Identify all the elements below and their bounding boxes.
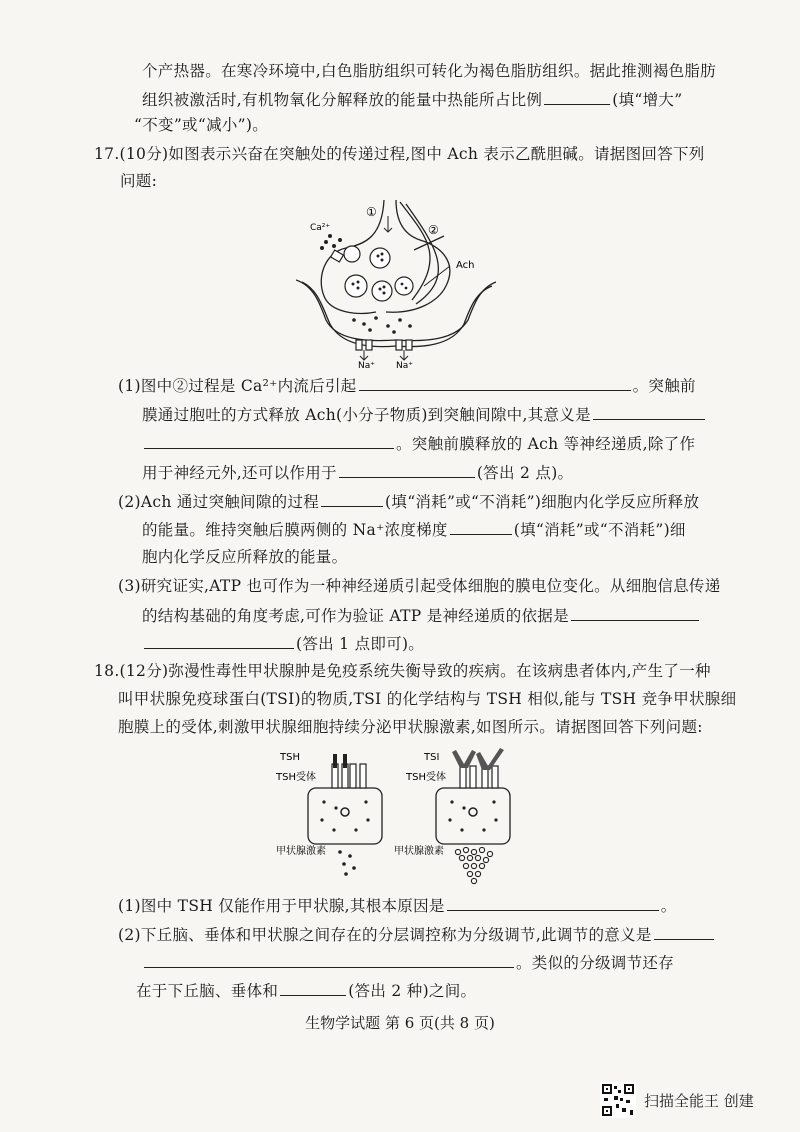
q17-p1-line-d [142,461,573,484]
q17-p2-line-c: 胞内化学反应所释放的能量。 [142,548,348,566]
q17-stem-1: 17.(10分)如图表示兴奋在突触处的传递过程,图中 Ach 表示乙酰胆碱。请据图回答下列 [94,145,705,163]
q17-p2-blank-1[interactable] [321,490,383,507]
q17-p3-line-b [142,604,701,627]
q18-p2-text-c-end: (答出 2 种)之间。 [348,982,477,1000]
q17-p2-text-end: (填“消耗”或“不消耗”)细胞内化学反应所释放 [385,493,700,511]
q17-p1-text-end: 。突触前 [632,377,696,395]
ca-label: Ca²⁺ [310,223,331,233]
q17-p1-text-d: 用于神经元外,还可以作用于 [142,464,337,482]
q17-p1-text-d-end: (答出 2 点)。 [476,464,574,482]
q17-p1-line-c [142,432,695,455]
thyroid-figure [276,746,526,886]
q17-p3-text-c: (答出 1 点即可)。 [296,635,425,653]
thyroid-hormone-label-right: 甲状腺激素 [394,846,444,857]
na-label-2: Na⁺ [396,361,413,368]
q17-p1-blank-2[interactable] [593,403,705,420]
synapse-figure [296,196,496,368]
q18-p2-line-c [136,979,476,1002]
tsh-receptor-label-right: TSH受体 [406,772,446,783]
q18-p2-text-b: 。类似的分级调节还存 [516,954,675,972]
q17-p1-blank-4[interactable] [339,461,475,478]
thyroid-hormone-label-left: 甲状腺激素 [276,846,326,857]
q17-p2-text-b-end: (填“消耗”或“不消耗”)细 [513,521,686,539]
q17-p1-text-c: 。突触前膜释放的 Ach 等神经递质,除了作 [396,435,696,453]
q18-p2-text: (2)下丘脑、垂体和甲状腺之间存在的分层调控称为分级调节,此调节的意义是 [118,926,652,944]
q17-p2-blank-2[interactable] [450,518,512,535]
q17-p2-text: (2)Ach 通过突触间隙的过程 [118,493,320,511]
q17-p1-line-a [118,374,696,397]
q17-p1-text-b: 膜通过胞吐的方式释放 Ach(小分子物质)到突触间隙中,其意义是 [142,406,591,424]
q18-p1-line [118,894,677,917]
q16-answer-blank[interactable] [544,88,610,105]
process-1-label: ① [366,205,377,219]
q16-line-3: “不变”或“减小”)。 [134,116,269,134]
process-2-label: ② [428,223,439,237]
q18-p2-line-b [142,951,674,974]
q18-p1-text: (1)图中 TSH 仅能作用于甲状腺,其根本原因是 [118,897,445,915]
q18-stem-2: 叫甲状腺免疫球蛋白(TSI)的物质,TSI 的化学结构与 TSH 相似,能与 TSH 竞争甲状腺细 [118,690,737,708]
q18-p2-text-c: 在于下丘脑、垂体和 [136,982,279,1000]
q17-p1-line-b [142,403,707,426]
q16-line-1: 个产热器。在寒冷环境中,白色脂肪组织可转化为褐色脂肪组织。据此推测褐色脂肪 [142,62,717,80]
q18-p2-blank-2[interactable] [144,951,514,968]
q17-p3-text-b: 的结构基础的角度考虑,可作为验证 ATP 是神经递质的依据是 [142,607,569,625]
q17-p1-text: (1)图中②过程是 Ca²⁺内流后引起 [118,377,357,395]
na-label-1: Na⁺ [358,361,375,368]
q17-p2-line-b [142,518,686,541]
q17-p3-line-c [142,632,424,655]
q18-p2-blank-1[interactable] [654,923,714,940]
q16-text-end: (填“增大” [612,91,683,109]
q17-p3-blank-1[interactable] [571,604,699,621]
q16-text: 组织被激活时,有机物氧化分解释放的能量中热能所占比例 [142,91,543,109]
q17-p3-line-a: (3)研究证实,ATP 也可作为一种神经递质引起受体细胞的膜电位变化。从细胞信息传递 [118,577,721,595]
watermark-text: 扫描全能王 创建 [644,1091,754,1110]
q17-p2-text-b: 的能量。维持突触后膜两侧的 Na⁺浓度梯度 [142,521,448,539]
q18-p2-blank-3[interactable] [280,979,346,996]
q16-line-2 [142,88,682,111]
q18-stem-1: 18.(12分)弥漫性毒性甲状腺肿是免疫系统失衡导致的疾病。在该病患者体内,产生了一种 [94,662,711,680]
q17-p2-line-a [118,490,699,513]
tsi-label: TSI [424,752,440,763]
q18-p2-line-a [118,923,716,946]
q17-stem-2: 问题: [120,172,158,190]
q18-p1-text-end: 。 [660,897,677,915]
q17-p1-blank-1[interactable] [359,374,631,391]
q17-p1-blank-3[interactable] [144,432,394,449]
q17-p3-blank-2[interactable] [144,632,294,649]
q18-stem-3: 胞膜上的受体,刺激甲状腺细胞持续分泌甲状腺激素,如图所示。请据图回答下列问题: [118,718,703,736]
page-footer: 生物学试题 第 6 页(共 8 页) [305,1014,495,1032]
ach-label: Ach [456,260,475,271]
qr-code-icon [600,1082,636,1118]
tsh-label: TSH [280,752,300,763]
q18-p1-blank[interactable] [447,894,659,911]
scanner-watermark [600,1082,754,1118]
tsh-receptor-label-left: TSH受体 [276,772,316,783]
